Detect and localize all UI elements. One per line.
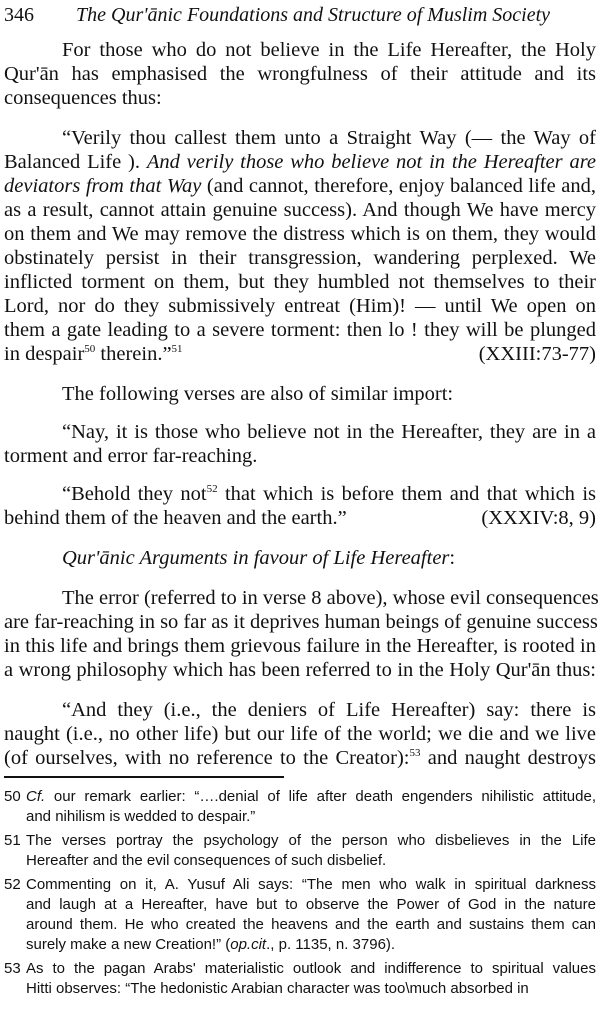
footnote-number: 52: [4, 876, 21, 893]
verse-reference: (XXIII:73-77): [478, 343, 596, 365]
footnote-number: 50: [4, 788, 21, 805]
paragraph-line: are far-reaching in so far as it deprives human beings of genuine success: [4, 611, 598, 633]
paragraph-line: a wrong philosophy which has been referred to in the Holy Qur'ān thus:: [4, 659, 596, 681]
quote-line: “And they (i.e., the deniers of Life Hereafter) say: there is: [62, 699, 596, 721]
quote-line: (of ourselves, with no reference to the Creator):$^{53}$ and naught destroys: [4, 747, 596, 769]
paragraph-line: consequences thus:: [4, 87, 162, 109]
quote-line: Balanced Life ). And verily those who believe not in the Hereafter are: [4, 151, 597, 173]
quote-line: “Behold they not$^{52}$ that which is before them and that which is: [62, 483, 596, 505]
paragraph-line: in this life and brings them grievous failure in the Hereafter, is rooted in: [4, 635, 596, 657]
quote-line: behind them of the heaven and the earth.” (XXXIV:8, 9): [4, 507, 596, 529]
footnote-number: 53: [4, 960, 21, 977]
quote-line: inflicted torment on them, but they humbled not themselves to their: [4, 271, 596, 293]
running-title: The Qur'ānic Foundations and Structure of Muslim Society: [76, 4, 551, 26]
quote-line: obstinately persist in their transgression, wandering perplexed. We: [4, 247, 596, 269]
quote-line: in despair$^{50}$ therein.”$^{51}$ (XXIII:73-77): [4, 343, 596, 365]
quote-line: naught (i.e., no other life) but our life of the world; we die and we live: [4, 723, 596, 745]
quote-line: them a gate leading to a severe torment: then lo ! they will be plunged: [4, 319, 596, 341]
paragraph-line: Qur'ān has emphasised the wrongfulness of their attitude and its: [4, 63, 596, 85]
footnote-text: Cf. our remark earlier: “….denial of life after death engenders nihilistic attitude,: [26, 788, 596, 805]
verse-reference: (XXXIV:8, 9): [481, 507, 596, 529]
footnote-text: and nihilism is wedded to despair.”: [26, 808, 256, 825]
page-number: 346: [4, 4, 34, 26]
running-header: [0, 4, 600, 30]
footnote-text: and laugh at a Hereafter, have but to observe the Power of God in the nature: [26, 896, 596, 913]
paragraph-line: The following verses are also of similar import:: [62, 383, 454, 405]
footnote-ref: 53: [409, 747, 421, 760]
quote-line: deviators from that Way (and cannot, therefore, enjoy balanced life and,: [4, 175, 596, 197]
footnote-text: As to the pagan Arabs' materialistic outlook and indifference to spiritual values: [26, 960, 596, 977]
footnote-ref: 52: [206, 483, 218, 496]
quote-line: on them and We may remove the distress which is on them, they would: [4, 223, 596, 245]
footnote-text: Hereafter and the evil consequences of such disbelief.: [26, 852, 387, 869]
footnote-text: The verses portray the psychology of the person who disbelieves in the Life: [26, 832, 596, 849]
quote-line: “Verily thou callest them unto a Straight Way (— the Way of: [62, 127, 596, 149]
quote-line: Lord, nor do they submissively entreat (Him)! — until We open on: [4, 295, 596, 317]
quote-line: “Nay, it is those who believe not in the Hereafter, they are in a: [62, 421, 596, 443]
paragraph-line: For those who do not believe in the Life Hereafter, the Holy: [62, 39, 596, 61]
footnote-text: Hitti observes: “The hedonistic Arabian character was too\much absorbed in: [26, 980, 529, 997]
footnote-text: Commenting on it, A. Yusuf Ali says: “The men who walk in spiritual darkness: [26, 876, 596, 893]
footnote-number: 51: [4, 832, 21, 849]
quote-line: torment and error far-reaching.: [4, 445, 258, 467]
footnote-rule: [4, 776, 284, 778]
footnote-ref: 51: [171, 343, 183, 356]
footnote-text: around them. He who created the heavens and the earth and sustains them can: [26, 916, 596, 933]
quote-line: as a result, cannot attain genuine success). And though We have mercy: [4, 199, 596, 221]
footnote-text: surely make a new Creation!” (op.cit., p. 1135, n. 3796).: [26, 936, 396, 953]
footnote-ref: 50: [84, 343, 96, 356]
paragraph-line: The error (referred to in verse 8 above), whose evil consequences: [62, 587, 599, 609]
section-heading: Qur'ānic Arguments in favour of Life Hereafter:: [62, 547, 456, 569]
